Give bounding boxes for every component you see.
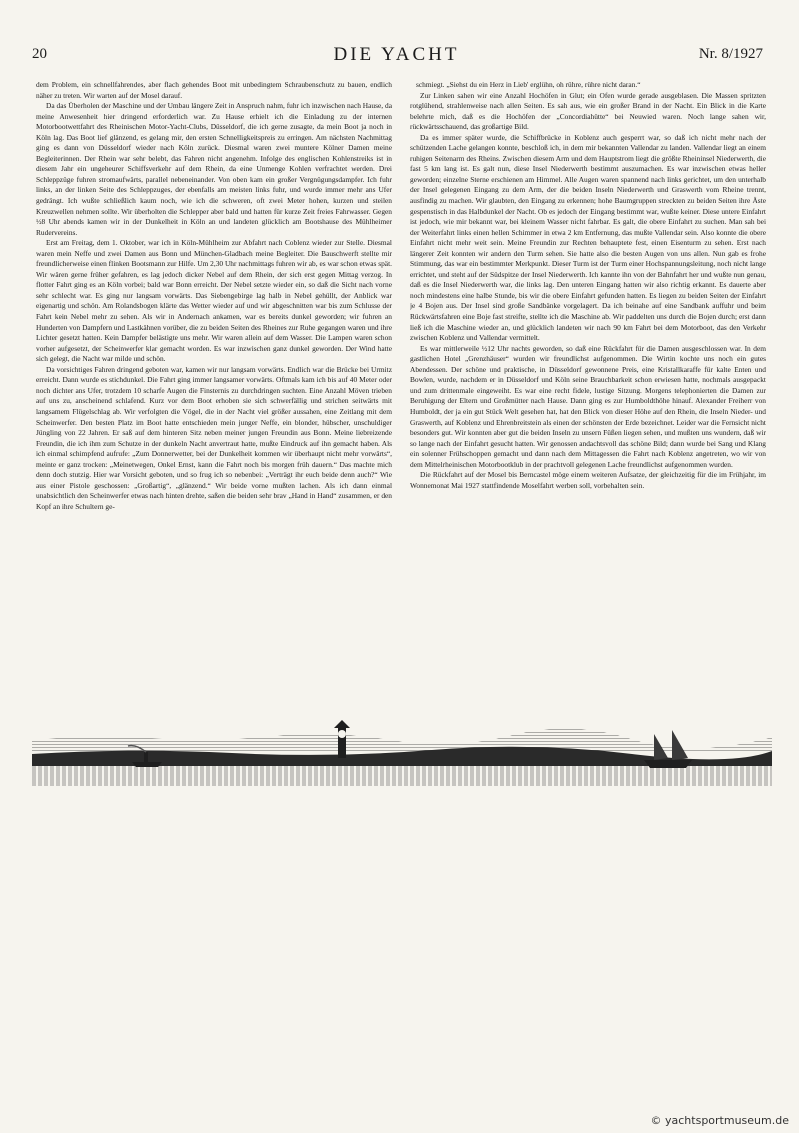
river-landscape-icon xyxy=(32,720,772,790)
issue-number: Nr. 8/1927 xyxy=(698,46,763,62)
paragraph: Erst am Freitag, dem 1. Oktober, war ich in Köln-Mühlheim zur Abfahrt nach Coblenz wieder zur Stelle. Diesmal waren mein Neffe und zwei Damen aus Bonn und München-Gladbach meine Begleiter. Die Bauschwerft stellte mir freundlicherweise einen flinken Bootsmann zur Hilfe. Um 2,30 Uhr nachmittags fuhren wir ab, es war schon etwas spät. Wir wären gerne früher gefahren, es lag jedoch dicker Nebel auf dem Rhein, der sich erst gegen Mittag verzog. In flotter Fahrt ging es an Köln vorbei; bald war Bonn erreicht. Der Nebel setzte wieder ein, so daß die Sicht nach vorne sehr schlecht war. Es ging nur langsam vorwärts. Das Siebengebirge lag halb in Nebel gehüllt, der Anblick war eigenartig und schön. Am Rolandsbogen klärte das Wetter wieder auf und wir abgeschnitten war bis zum Schlusse der Fahrt kein Nebel mehr zu sehen. Als wir in Andernach ankamen, war es bereits dunkel geworden; wir fuhren an Hunderten von Dampfern und Lastkähnen vorüber, die zu beiden Seiten des Rheines zur Ruhe gegangen waren und ihre Lichter gesetzt hatten. Kein Dampfer belästigte uns mehr. Wir waren allein auf dem Wasser. Die Lampen waren schon vorher aufgesetzt, der Scheinwerfer klar gemacht worden. Es war inzwischen ganz dunkel geworden. Der Wind hatte sich gelegt, die Nacht war milde und schön. xyxy=(36,238,392,364)
paragraph: dem Problem, ein schnellfahrendes, aber flach gehendes Boot mit unbedingtem Schraubenschutz zu bauen, endlich näher zu treten. Wir warten auf der Mosel darauf. xyxy=(36,80,392,100)
paragraph: Da es immer später wurde, die Schiffbrücke in Koblenz auch gesperrt war, so daß ich nicht mehr nach der schützenden Lache gelangen konnte, beschloß ich, in dem mir bekannten Vallendar zu landen. Vallendar liegt an einem ruhigen Seitenarm des Rheins. Zwischen diesem Arm und dem Hauptstrom liegt die größte Rheininsel Niederwerth, die fast 5 km lang ist. Es galt nun, diese Insel Niederwerth bestimmt auszumachen. Es war inzwischen etwas heller geworden; einzelne Sterne erschienen am Himmel. Alle Augen waren spannend nach links gerichtet, um den unterhalb der Insel gelegenen Eingang zu dem Arm, der die beiden Inseln Niederwerth und Graswerth vom Rheine trennt, ausfindig zu machen. Wir glaubten, den Eingang zu erkennen; hohe Baumgruppen streckten zu beiden Seiten ihre Äste gespenstisch in das Halbdunkel der Nacht. Ob es jedoch der Eingang bestimmt war, wußte keiner. Diese untere Einfahrt ist jedoch, wie mir bekannt war, bei kleinem Wasser nicht fahrbar. Es galt, die obere Einfahrt zu suchen. Man sah bei der Weiterfahrt links einen hellen Schimmer in etwa 2 km Entfernung, das mußte Vallendar sein. Also konnte die obere Einfahrt nicht mehr weit sein. Meine Freundin zur Rechten behauptete fest, einen Eisenturm zu sehen. Erst nach längerer Zeit konnten wir andern den Turm sehen. Sie hatte also die besten Augen von uns allen. Nun gab es frohe Stimmung, das war ein bestimmter Merkpunkt. Dieser Turm ist der Turm einer Hochspannungsleitung, noch nicht lange errichtet, und steht auf der Südspitze der Insel Niederwerth. Ich kannte ihn von der Bahnfahrt her und wußte nun genau, daß es die Insel Niederwerth war, die links lag. Den unteren Eingang hatten wir also richtig erkannt. Es dauerte aber noch mindestens eine halbe Stunde, bis wir die obere Einfahrt gefunden hatten. Es liegen zu beiden Seiten der Einfahrt je 4 Bojen aus. Der Insel sind große Sandbänke vorgelagert. Da ich beinahe auf eine Sandbank auffuhr und beim Rückwärtsfahren eine Boje fast streifte, stellte ich die Maschine ab. Wir paddelten uns durch die Bojen durch; erst dann ließ ich die Maschine wieder an, und glücklich landeten wir nach 90 km Fahrt bei dem Motorboot, das den Verkehr zwischen Koblenz und Vallendar vermittelt. xyxy=(410,132,766,343)
right-column xyxy=(410,80,766,690)
paragraph: Da vorsichtiges Fahren dringend geboten war, kamen wir nur langsam vorwärts. Endlich war die Brücke bei Urmitz erreicht. Dann wurde es stichdunkel. Die Fahrt ging immer langsamer vorwärts. Oftmals kam ich bis auf 40 Meter oder noch dichter ans Ufer, trotzdem 10 scharfe Augen die Finsternis zu durchdringen suchten. Eine Anzahl Möven trieben auf uns zu, anscheinend schlafend. Kurz vor dem Boot erhoben sie sich schwerfällig und strichen seitwärts mit langsamem Flügelschlag ab. Wir verfolgten die Vögel, die in der Nacht viel größer aussahen, eine Zeitlang mit dem Scheinwerfer. Den besten Platz im Boot hatte entschieden mein junger Neffe, ein blonder, hübscher, unschuldiger Jüngling von 22 Jahren. Er saß auf dem hinteren Sitz neben meiner jungen Freundin aus Bonn. Meine liebreizende Freundin, die ich ihm zum Schutze in der dunkeln Nacht anvertraut hatte, mußte Eindruck auf ihn gemacht haben. Als ich einmal schimpfend aufrufe: „Zum Donnerwetter, bei der Dunkelheit kommen wir überhaupt nicht mehr vorwärts“, meinte er ganz trocken: „Meinetwegen, Onkel Ernst, kann die Fahrt noch bis morgen früh dauern.“ Das machte mich denn doch stutzig. Hier war Vorsicht geboten, und so frug ich so nebenbei: „Verträgt ihr euch beide denn auch?“ Wie aus einer Pistole geschossen: „Großartig“, „glänzend.“ Wir beide vorne mußten lachen. Als ich dann einmal unabsichtlich den Scheinwerfer etwas nach hinten drehte, saßen die beiden sehr brav „Hand in Hand“ zusammen, er den Kopf an ihre Schultern ge- xyxy=(36,364,392,511)
quote-paragraph: schmiegt. „Siehst du ein Herz in Lieb' erglühn, oh rühre, rühre nicht daran.“ xyxy=(416,80,641,89)
copyright-credit: © yachtsportmuseum.de xyxy=(650,1114,789,1127)
left-column xyxy=(36,80,392,690)
page-header xyxy=(30,46,763,70)
paragraph: Zur Linken sahen wir eine Anzahl Hochöfen in Glut; ein Ofen wurde gerade ausgeblasen. Die Massen spritzten rotglühend, strahlenweise nach allen Seiten. Es sah aus, wie ein großer Brand in der Nacht. Ein Blick in die Karte belehrte mich, daß es die Hochöfen der „Concordiahütte“ bei Neuwied waren. Noch lange sahen wir, rückwärtsschauend, das großartige Bild. xyxy=(410,90,766,132)
paragraph: Die Rückfahrt auf der Mosel bis Berncastel möge einem weiteren Aufsatze, der gleichzeitig für die im Frühjahr, im Wonnemonat Mai 1927 stattfindende Moselfahrt werben soll, vorbehalten sein. xyxy=(410,470,766,490)
page-number: 20 xyxy=(32,46,47,62)
paragraph: Es war mittlerweile ½12 Uhr nachts geworden, so daß eine Rückfahrt für die Damen ausgeschlossen war. In dem gastlichen Hotel „Grenzhäuser“ wurden wir freundlichst aufgenommen. Die Wirtin kochte uns noch ein gutes Abendessen. Der schöne und praktische, in Düsseldorf gewonnene Preis, eine Kristallkaraffe für kalte Enten und Bowlen, wurde, nachdem er in Düsseldorf und Köln seine Brauchbarkeit schon erwiesen hatte, nochmals ausgepackt und zum drittenmale eingeweiht. Es war eine recht fidele, lustige Sitzung. Morgens telephonierten die Damen zur Beruhigung der Eltern und Großmütter nach Hause. Dann ging es zur Humboldthöhe hinauf. Alexander Freiherr von Humboldt, der ja ein gut Stück Welt gesehen hat, hat den Blick von dieser Höhe auf den Rhein, die Inseln Nieder- und Graswerth, auf Koblenz und Ehrenbreitstein als einen der schönsten der Erde bezeichnet. Leider war die Fernsicht nicht besonders gut. Wir konnten aber gut die beiden Inseln zu unsern Füßen liegen sehen, und mußten uns wundern, daß wir so lange nach der Einfahrt gesucht hatten. Wir genossen andachtsvoll das schöne Bild; dann wurde bei Sang und Klang ein solenner Frühschoppen gemacht und dann nach dem Mittagessen die Fahrt nach Koblenz angetreten, wo wir von dem Mittelrheinischen Motorbootklub in der prachtvoll gelegenen Lache freundlichst aufgenommen wurden. xyxy=(410,343,766,469)
magazine-title: DIE YACHT xyxy=(333,44,460,65)
paragraph: Da das Überholen der Maschine und der Umbau längere Zeit in Anspruch nahm, fuhr ich inzwischen nach Hause, da meine Anwesenheit hier dringend erforderlich war. Zu Hause erhielt ich die Einladung zu der internen Motorbootwettfahrt des Rheinischen Motor-Yacht-Clubs, Düsseldorf, die ich gerne zusagte, da mein Boot ja noch in Köln lag. Das Boot lief glänzend, es gelang mir, den ersten Schnelligkeitspreis zu erringen. Am nächsten Nachmittag ging es dann von Düsseldorf wieder nach Köln zurück. Diesmal waren zwei muntere Kölner Damen meine Begleiterinnen. Der Rhein war sehr belebt, das Fahren nicht angenehm. Infolge des englischen Kohlenstreiks ist in diesem Jahr ein ungeheurer Schiffsverkehr auf dem Rhein, da eine Unmenge Kohlen verfrachtet werden. Drei Schleppzüge fuhren stromaufwärts, parallel nebeneinander. Von oben kam ein großer Vergnügungsdampfer. Ich fuhr links, an der linken Seite des Schleppzuges, der ebenfalls am meisten links fuhr, und wurde immer mehr ans Ufer gedrängt. Ich wußte schließlich kaum noch, wie ich die schweren, oft zwei Meter hohen, kurzen und steilen Kreuzwellen nehmen sollte. Wir überholten die Schlepper aber bald und hatten für kurze Zeit freies Fahrwasser. Gegen ½8 Uhr abends kamen wir in der Dunkelheit in Köln an und landeten glücklich am Bootshause des Mühlheimer Rudervereins. xyxy=(36,101,392,237)
